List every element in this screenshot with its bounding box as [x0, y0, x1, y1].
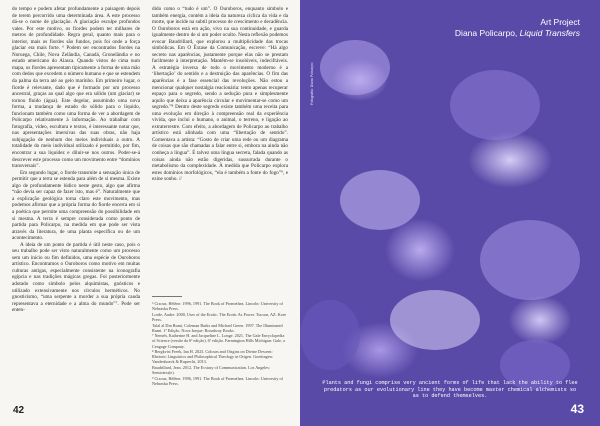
right-page-photo — [300, 0, 600, 426]
footnote: ⁶ Cixous, Hélène. 1996, 1991. The Book of Promethea. Lincoln: University of Nebraska Press. — [152, 301, 283, 312]
footnote: ⁷ Nemeh, Katherine H. and Jacqueline L. Longe. 2021. The Gale Encyclopedia of Science (versão da 6ª edição). 6ª edição. Farmington Hills Michigan: Gale, a Cengage Company. — [152, 333, 285, 349]
footnote: Lorde, Audre. 2000, Uses of the Erotic: The Erotic As Power. Tucson, AZ: Kore Press. — [152, 311, 287, 322]
footnote-rule — [152, 296, 182, 297]
paragraph: Em segundo lugar, o fiorde transmite a sensação única de permitir que a terra se estenda para além de si mesma. Existe algo de profundamente lúdico neste gesto, algo que afirma “não devia ser capaz de fazer isto, mas é”. Naturalmente que a explicação geológica torna claro este movimento, mas podemos afirmar que a própria forma do fiorde encerra em si a poética que permite uma compreensão do possibilidade em si mesma. A terra é sempre considerada como ponto de partida para Policarpo, na medida em que pode ser vista através da literatura, de uma planta específica ou de um acontecimento. — [12, 169, 140, 242]
section-label: Art Project — [540, 17, 580, 27]
footnote: Baudrillard, Jean. 2012, The Ecstasy of Communication. Los Angeles: Semiotext(e). — [152, 365, 271, 376]
fungi-texture — [480, 220, 580, 300]
fungi-texture — [320, 40, 390, 95]
artist-and-work — [455, 28, 580, 39]
paragraph: A ideia de um ponto de partida é útil neste caso, pois o seu trabalho pode ser visto naturalmente como um processo sem um início ou fim definidos, uma espécie de Ouroboros artístico. Encontramos o Ouroboros como motivo em muitas culturas antigas, especialmente consistente na iconografia egípcia e nas tradições mágicas gregas. Foi posteriormente adotado como símbolo pelos alquimistas, gnósticos e utilizado extensivamente nos círculos herméticos. No gnosticismo, “uma serpente a morder a sua própria cauda representava a eternidade e a alma do mundo”⁷. Pode ser enten- — [12, 241, 140, 314]
article-title — [455, 17, 580, 39]
artist-name: Diana Policarpo, — [454, 28, 518, 38]
footnote: ⁹ Cixous, Hélène. 1996, 1991. The Book of Promethea. Lincoln: University of Nebraska Press. — [152, 375, 283, 386]
paragraph: dido como o “tudo é um”. O Ouroboros, enquanto símbolo e também energia, contém a ideia da natureza cíclica da vida e da morte, que incide na subtil processo de crescimento e decadência. O Ouroboros está em ação, vivo na sua continuidade, e guarda igualmente dentro de si um poder oculto. Nesta reflexão podemos evocar Baudrillard, que explorou a multiplicidade das trocas simbólicas. Em O Êxtase da Comunicação, escreve: “Há algo secreto nas aparências, justamente porque elas não se prestam facilmente à interpretação. Mantêm-se insolúveis, indecifráveis. A estratégia inversa de todo o movimento moderno é a ‘libertação’ do sentido e a destruição das aparências. O fim das aparências é a fase essencial das revoluções. Não estou a mencionar qualquer nostalgia reacionária: tento apenas recuperar espaço para o segredo, sendo a sedução pura e simplesmente aquilo que deixa a aparência circular e movimentar-se como um segredo.”⁸ Dentro deste segredo existe também uma receita para uma evolução em direção à compreensão real da experiência vivida, que inclui o humano, o animal, o terreno, e ligação ao extraterrestre. Com efeito, a abordagem de Policarpo ao trabalho artístico está alinhada com uma “libertação de sentido”. Comentava a artista: “Gosto de criar uma rede ou um diagrama de coisas que são chamadas a falar entre si, embora na ainda não conheça a língua”. É talvez uma língua secreta, falada quando as coisas ainda não estão digeridas, sussurrada durante o metabolismo da complexidade. À medida que Policarpo explora estes domínios morfológicos, “ela é também a fonte do fogo”⁹, e ezine sonho. // — [152, 6, 288, 183]
fungi-texture — [340, 170, 420, 230]
footnote: ⁸ Bergkvist Freek, Ian H. 2023. Colours and Origins on Divine Descent: Rhetoric Linguistics and Philosophical Theology in Origen. Goettingen: Vandenhoeck & Ruprecht, 2013. — [152, 349, 273, 365]
paragraph: do tempo e podem afetar profundamente a paisagem depois de terem percorrido uma determinada área. A este processo dá-se o nome de glaciação. A glaciação esculpe profundos vales. Por este motivo, os fiordes podem ter milhares de metros de profundidade. Regra geral, quanto mais para o interior, mais os fiordes são fundos, pois foi onde a força glaciar era mais forte. ⁶ Podem ser encontrados fiordes na Noruega, Chile, Nova Zelândia, Canadá, Gronelândia e no estado americano do Alasca. Quando vistos de cima num mapa, os fiordes apresentam tipicamente a forma de uma mão com dedos que excedem o número humano e que se estendem da palma da terra até ao gelo marinho. Em primeiro lugar, o fiorde é relevante, dado que é formado por um processo ancestral, graças ao qual algo que era sólido (um glaciar) se tornou fluido (água). Este degelar, assumindo uma nova forma, a mudança de estado do sólido para o líquido, funcionam também como uma forma de ver a abordagem de Policarpo relativamente à informação. Ao trabalhar com fotografia, vídeo, escultura e textos, é interessante notar que, nas apresentações imersivas das suas obras, não haja subjugação de nenhum dos meios individuais a outro. A totalidade do meio individual utilizado é permitido, por fim, encontrar a sua liquidez e diluir-se nos outros. Poder-se-á descrever este processo como um movimento entre “domínios transversais”. — [12, 6, 140, 170]
work-title: Liquid Transfers — [519, 28, 580, 38]
photo-caption: Plants and fungi comprise very ancient forms of life that lack the ability to flee predators as our evolutionary line they have become master chemical alchemists so as to defend themselves. — [322, 380, 578, 400]
text-column-1 — [12, 6, 140, 314]
page-number: 42 — [13, 405, 25, 416]
fungi-texture — [450, 70, 540, 140]
photo-credit: Fotografia: Diana Policarpo — [310, 62, 314, 105]
fungi-texture — [390, 290, 480, 350]
footnotes — [152, 296, 288, 387]
fungi-texture — [300, 300, 360, 370]
page-number: 43 — [570, 402, 584, 416]
footnote: Talal al Din Rumi, Coleman Barks and Michael Green. 1997. The Illuminated Rumi. 1ª Edição. Nova Iorque: Broadway Books. — [152, 322, 283, 333]
text-column-2 — [152, 6, 288, 183]
